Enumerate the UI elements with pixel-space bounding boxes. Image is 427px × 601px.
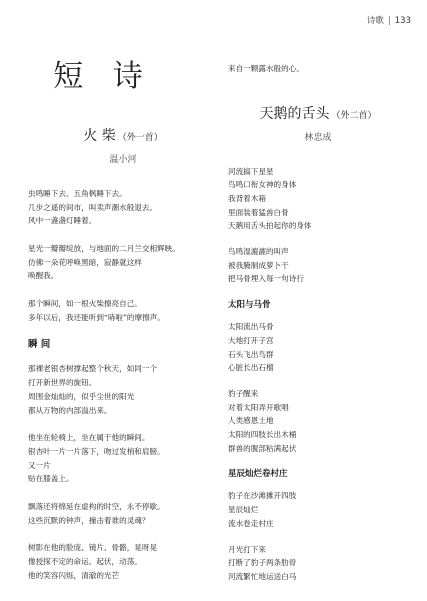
stanza <box>28 362 218 417</box>
poem-author: 温小河 <box>109 154 137 165</box>
poem-line: 豹子醒来 <box>228 388 259 398</box>
right-column <box>228 52 408 584</box>
poem-line: 对着太阳弄开歌唱 <box>228 402 289 412</box>
stanza <box>28 500 218 527</box>
poem-line: 都从万物的内部溢出来。 <box>28 405 112 415</box>
poem-line: 被我腌制成萝卜干 <box>228 260 289 270</box>
stanza <box>28 431 218 486</box>
poem-line: 天鹅用舌头拍起你的身体 <box>228 221 312 231</box>
poem-author: 林忠成 <box>304 132 332 143</box>
poem-line: 风中一盏盏灯睡着。 <box>28 216 97 226</box>
poem-line: 太阳的四肢长出木桶 <box>228 430 297 440</box>
poem-line: 我背着木箱 <box>228 193 266 203</box>
poem-line: 里面装着猛兽白骨 <box>228 207 289 217</box>
poem-subtitle: （外一首） <box>117 133 163 143</box>
poem-line: 群兽的腹部粘满起伏 <box>228 443 297 453</box>
poem-line: 鸟鸣口衔女神的身体 <box>228 180 297 190</box>
poem-line: 河流繁忙地运送白马 <box>228 571 297 581</box>
poem-line: 又一片 <box>28 460 51 470</box>
stanza <box>28 187 218 228</box>
page-header <box>367 14 411 26</box>
stanza <box>228 320 408 375</box>
poem-line: 周围金灿灿的，似乎尘世的阳光 <box>28 391 135 401</box>
poem-line: 那裸老银杏树撑起整个秋天，如同一个 <box>28 364 158 374</box>
poem-line: 仿佛一朵花呼唤黑暗，寂静就这样 <box>28 257 142 267</box>
poem-title-tiane <box>228 106 408 123</box>
poem-line: 他的笑容闪烁，清澈的光芒 <box>28 570 120 580</box>
header-section: 诗歌 <box>366 16 384 26</box>
poem-line: 多年以后，我还能听到“哧啦”的摩擦声。 <box>28 312 165 322</box>
poem-line: 唤醒我。 <box>28 271 59 281</box>
header-separator: | <box>387 16 391 26</box>
poem-line: 像授探不定的命运。起伏，动荡。 <box>28 557 142 567</box>
poem-line: 这些沉默的钟声，撞击着谁的灵魂？ <box>28 515 150 525</box>
poem-line: 星辰灿烂 <box>228 505 259 515</box>
poem-line: 打断了豹子两条肋骨 <box>228 558 297 568</box>
stanza <box>28 541 218 582</box>
stanza <box>28 242 218 283</box>
poem-line: 心脏长出石榴 <box>228 363 274 373</box>
stanza <box>28 297 218 324</box>
poem-line: 鸟鸣湿漉漉的叫声 <box>228 247 289 257</box>
poem-line: 大地打开子宫 <box>228 335 274 345</box>
stanza <box>228 543 408 584</box>
poem-line: 月光打下来 <box>228 544 266 554</box>
poem-line: 几步之遥的间市，叫卖声潮水般退去。 <box>28 202 158 212</box>
poem-line: 来自一颗露水般的心。 <box>228 64 304 73</box>
stanza <box>228 387 408 456</box>
poem-line: 豹子在沙滩摊开四肢 <box>228 491 297 501</box>
poem-line: 河流搞下星星 <box>228 166 274 176</box>
poem-line: 石头飞出鸟群 <box>228 349 274 359</box>
poem-subtitle: （外二首） <box>331 110 377 121</box>
page-number: 133 <box>394 16 411 26</box>
poem-line: 星光一瓣瓣绽放，与地面的二月兰交相辉映。 <box>28 243 180 253</box>
poem-line: 银杏叶一片一片落下，吻过发梢和肩膀。 <box>28 446 165 456</box>
poem-title-text: 天鹅的舌头 <box>259 105 330 122</box>
page-title: 短 诗 <box>53 59 153 94</box>
poem-line: 流水卷走村庄 <box>228 518 274 528</box>
poem-title-taiyang: 太阳与马骨 <box>228 300 271 311</box>
poem-line: 贴在膝盖上。 <box>28 474 74 484</box>
poem-title-text: 火 柴 <box>83 128 116 144</box>
poem-line: 树影在他的脸庞、镜片、骨骼，晃呀晃 <box>28 543 158 553</box>
left-column <box>28 52 218 583</box>
poem-title-huochai <box>28 128 218 145</box>
poem-line: 打开新世界的旋钮。 <box>28 378 97 388</box>
poem-line: 把马骨埋入每一句诗行 <box>228 274 304 284</box>
poem-line: 他坐在轮椅上，坐在属于他的瞬间。 <box>28 433 150 443</box>
poem-line: 虫鸣睡下去。五角枫睡下去。 <box>28 188 127 198</box>
poem-line: 太阳流出马骨 <box>228 322 274 332</box>
poem-title-xingchen: 星辰灿烂卷村庄 <box>228 469 288 480</box>
poem-title-shunjian: 瞬 间 <box>28 339 51 351</box>
stanza <box>228 245 408 286</box>
stanza <box>228 489 408 530</box>
poem-line: 飘落还将绵延在虚构的时空，永不停歇。 <box>28 502 165 512</box>
stanza <box>228 165 408 234</box>
poem-line: 人类感恩土地 <box>228 416 274 426</box>
poem-line: 那个瞬间，如一根火柴擦亮自己。 <box>28 299 142 309</box>
